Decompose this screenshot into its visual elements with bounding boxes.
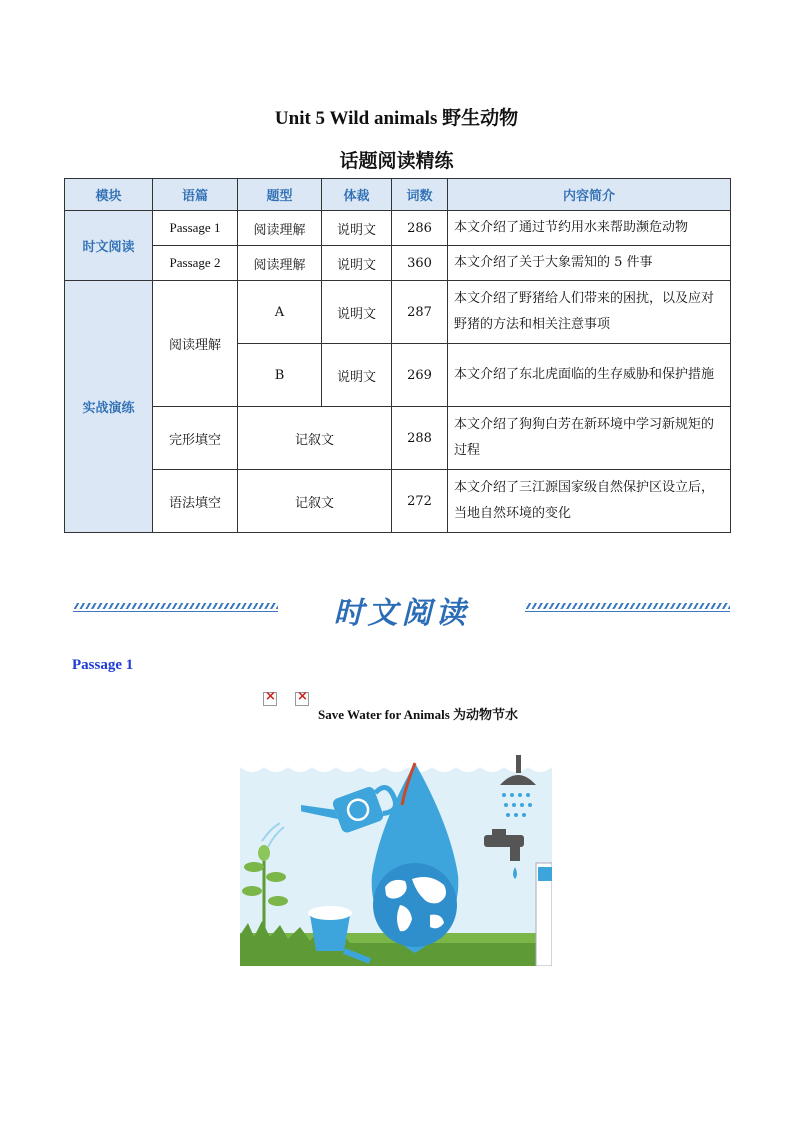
cell-intro: 本文介绍了关于大象需知的 5 件事 <box>448 246 731 281</box>
cell-type: 阅读理解 <box>238 246 322 281</box>
page-title: Unit 5 Wild animals 野生动物 <box>274 108 519 129</box>
cell-passage: Passage 2 <box>153 246 238 281</box>
cell-intro: 本文介绍了野猪给人们带来的困扰，以及应对野猪的方法和相关注意事项 <box>448 281 731 344</box>
table-row <box>65 470 731 533</box>
cell-words: 286 <box>392 211 448 246</box>
cell-passage: Passage 1 <box>153 211 238 246</box>
passage-label: Passage 1 <box>72 657 134 673</box>
section-banner-title: 时文阅读 <box>333 596 470 631</box>
cell-type: B <box>238 344 322 407</box>
cell-genre: 记叙文 <box>238 470 392 533</box>
cell-words: 272 <box>392 470 448 533</box>
cell-words: 360 <box>392 246 448 281</box>
cell-words: 287 <box>392 281 448 344</box>
cell-passage: 完形填空 <box>153 407 238 470</box>
module-current-reading: 时文阅读 <box>65 211 153 281</box>
cell-genre: 说明文 <box>322 211 392 246</box>
cell-words: 269 <box>392 344 448 407</box>
header-genre: 体裁 <box>322 179 392 211</box>
banner-stripe-right <box>525 603 730 609</box>
save-water-illustration <box>240 755 552 966</box>
table-row <box>65 281 731 344</box>
cell-intro: 本文介绍了三江源国家级自然保护区设立后，当地自然环境的变化 <box>448 470 731 533</box>
cell-type: A <box>238 281 322 344</box>
cell-genre: 记叙文 <box>238 407 392 470</box>
cell-passage: 阅读理解 <box>153 281 238 407</box>
broken-image-icon <box>295 692 309 706</box>
header-module: 模块 <box>65 179 153 211</box>
table-row <box>65 246 731 281</box>
table-row <box>65 407 731 470</box>
cell-genre: 说明文 <box>322 344 392 407</box>
overview-table <box>64 178 731 533</box>
cell-genre: 说明文 <box>322 246 392 281</box>
header-type: 题型 <box>238 179 322 211</box>
cell-genre: 说明文 <box>322 281 392 344</box>
broken-image-icon <box>263 692 277 706</box>
header-intro: 内容简介 <box>448 179 731 211</box>
section-banner <box>73 588 730 632</box>
cell-type: 阅读理解 <box>238 211 322 246</box>
page-subtitle: 话题阅读精练 <box>339 150 454 172</box>
header-words: 词数 <box>392 179 448 211</box>
cell-passage: 语法填空 <box>153 470 238 533</box>
article-title: Save Water for Animals 为动物节水 <box>318 707 519 722</box>
module-practice: 实战演练 <box>65 281 153 533</box>
table-row <box>65 211 731 246</box>
cell-intro: 本文介绍了狗狗白芳在新环境中学习新规矩的过程 <box>448 407 731 470</box>
cell-intro: 本文介绍了通过节约用水来帮助濒危动物 <box>448 211 731 246</box>
cell-words: 288 <box>392 407 448 470</box>
header-passage: 语篇 <box>153 179 238 211</box>
table-header-row <box>65 179 731 211</box>
cell-intro: 本文介绍了东北虎面临的生存威胁和保护措施 <box>448 344 731 407</box>
